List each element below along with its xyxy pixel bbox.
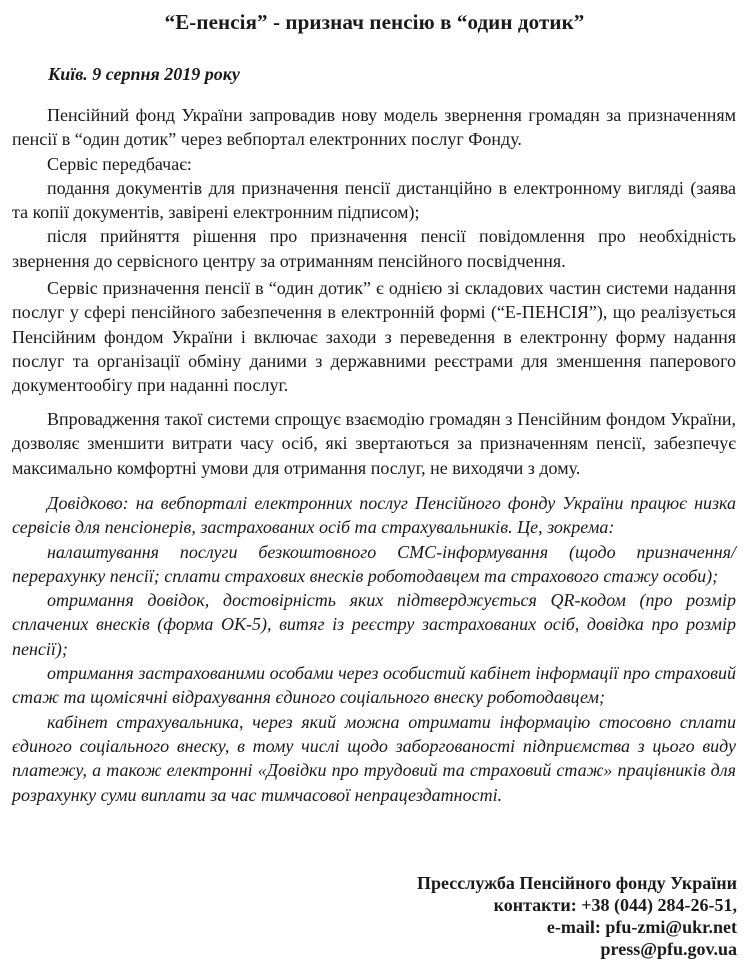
- list-item: налаштування послуги безкоштовного СМС-інформування (щодо призначення/перерахунку пенсії; сплати страхових внесків роботодавцем та страхового стажу особи);: [12, 541, 736, 586]
- section-reference-info: [12, 491, 736, 807]
- signature-email: e-mail: pfu-zmi@ukr.net: [546, 917, 737, 937]
- signature-email-2: press@pfu.gov.ua: [600, 939, 737, 959]
- signature-org: Пресслужба Пенсійного фонду України: [417, 873, 737, 893]
- paragraph: Довідково: на вебпорталі електронних послуг Пенсійного фонду України працює низка сервісів для пенсіонерів, застрахованих осіб та страхувальників. Це, зокрема:: [12, 493, 736, 538]
- section-benefits: [12, 407, 736, 480]
- section-service-intro: [12, 103, 736, 273]
- section-e-pension-system: [12, 276, 736, 397]
- paragraph: подання документів для призначення пенсії дистанційно в електронному вигляді (заява та копії документів, завірені електронним підписом);: [12, 177, 736, 223]
- list-item: кабінет страхувальника, через який можна отримати інформацію стосовно сплати єдиного соціального внеску, в тому числі щодо заборгованості підприємства з цього виду платежу, а також електронні «Довідки про трудовий та страховий стаж» працівників для розрахунку суми виплати за час тимчасової непрацездатності.: [12, 711, 736, 805]
- signature-block: [417, 872, 737, 960]
- page-title: “Е-пенсія” - признач пенсію в “один дотик”: [164, 10, 585, 34]
- paragraph: після прийняття рішення про призначення пенсії повідомлення про необхідність звернення до сервісного центру за отриманням пенсійного посвідчення.: [12, 226, 736, 271]
- list-item: отримання застрахованими особами через особистий кабінет інформації про страховий стаж та щомісячні відрахування єдиного соціального внеску роботодавцем;: [12, 663, 736, 708]
- list-item: отримання довідок, достовірність яких підтверджується QR-кодом (про розмір сплачених внесків (форма ОК-5), витяг із реєстру застрахованих осіб, довідка про розмір пенсії);: [12, 590, 736, 659]
- dateline: Київ. 9 серпня 2019 року: [48, 64, 240, 84]
- paragraph: Впровадження такої системи спрощує взаємодію громадян з Пенсійним фондом України, дозволяє зменшити витрати часу осіб, які звертаються за призначенням пенсії, забезпечує максимально комфортні умови для отримання послуг, не виходячи з дому.: [12, 409, 736, 478]
- paragraph: Сервіс призначення пенсії в “один дотик” є однією зі складових частин системи надання послуг у сфері пенсійного забезпечення в електронній формі (“Е-ПЕНСІЯ”), що реалізується Пенсійним фондом України і включає заходи з переведення в електронну форму надання послуг та організації обміну даними з державними реєстрами для зменшення паперового документообігу при наданні послуг.: [12, 278, 736, 396]
- paragraph: Сервіс передбачає:: [47, 153, 192, 174]
- signature-phone: контакти: +38 (044) 284-26-51,: [493, 895, 737, 915]
- paragraph: Пенсійний фонд України запровадив нову модель звернення громадян за призначенням пенсії в “один дотик” через вебпортал електронних послуг Фонду.: [12, 105, 736, 150]
